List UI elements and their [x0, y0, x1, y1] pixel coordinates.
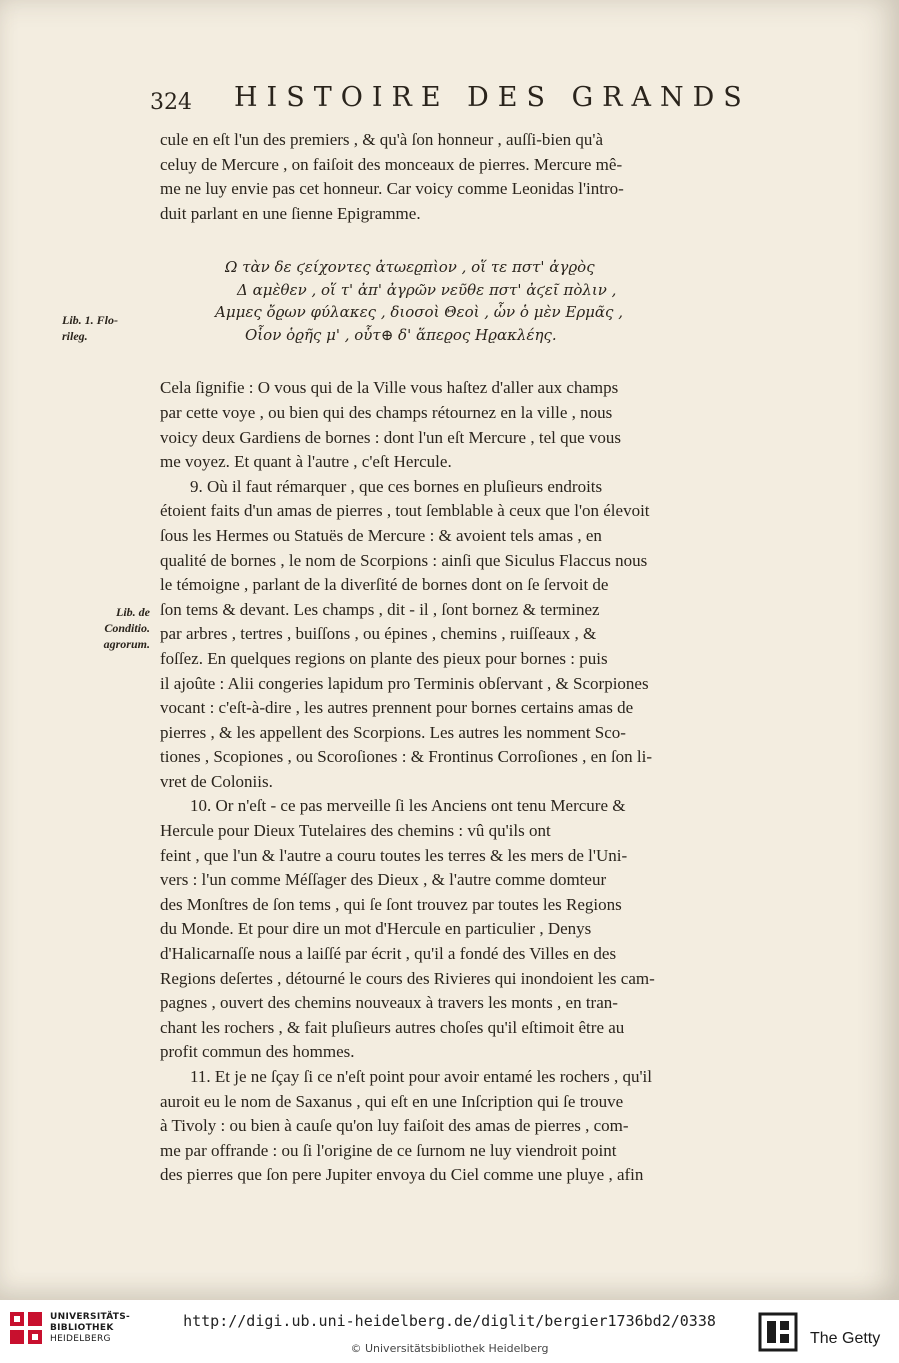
text-line: vocant : c'eſt-à-dire , les autres prennent pour bornes certains amas de [160, 698, 634, 718]
margin-note-line: Lib. de [116, 605, 150, 619]
library-city: HEIDELBERG [50, 1334, 111, 1344]
text-line: me ne luy envie pas cet honneur. Car voicy comme Leonidas l'intro- [160, 179, 624, 199]
text-line: vret de Coloniis. [160, 771, 273, 791]
text-line: qualité de bornes , le nom de Scorpions : ainſi que Siculus Flaccus nous [160, 550, 648, 570]
text-line: du Monde. Et pour dire un mot d'Hercule en particulier , Denys [160, 919, 592, 939]
text-line: celuy de Mercure , on faiſoit des monceaux de pierres. Mercure mê- [160, 154, 623, 174]
text-line: tiones , Scopiones , ou Scoroſiones : & Frontinus Corroſiones , en ſon li- [160, 747, 653, 767]
paragraph-11 [160, 1065, 850, 1188]
copyright-notice: © Universitätsbibliothek Heidelberg [350, 1342, 549, 1355]
greek-line: Αμμες ὄϱων φύλακες , διοσοὶ Θεοὶ , ὧν ὁ μὲν Ερμᾶς , [215, 303, 623, 321]
paragraph-translation [160, 376, 850, 474]
margin-note-line: rileg. [62, 329, 88, 343]
text-line: à Tivoly : ou bien à cauſe qu'on luy faiſoit des amas de pierres , com- [160, 1116, 629, 1136]
text-line: me voyez. Et quant à l'autre , c'eſt Hercule. [160, 452, 452, 472]
text-line: 9. Où il faut rémarquer , que ces bornes en pluſieurs endroits [190, 476, 603, 496]
getty-logo-icon [758, 1312, 798, 1352]
text-line: par arbres , tertres , buiſſons , ou épines , chemins , ruiſſeaux , & [160, 624, 597, 644]
text-line: 10. Or n'eſt - ce pas merveille ſi les Anciens ont tenu Mercure & [190, 796, 626, 816]
text-line: pierres , & les appellent des Scorpions. Les autres les nomment Sco- [160, 722, 626, 742]
greek-line: Ω τὰν δε ϛείχοντες ἀτωεϱπὶον , οἵ τε πστ' ἀγϱὸς [225, 258, 595, 276]
text-line: feint , que l'un & l'autre a couru toutes les terres & les mers de l'Uni- [160, 845, 628, 865]
text-line: ſon tems & devant. Les champs , dit - il , ſont bornez & terminez [160, 599, 600, 619]
text-line: me par offrande : ou ſi l'origine de ce ſurnom ne luy viendroit point [160, 1140, 617, 1160]
text-line: Hercule pour Dieux Tutelaires des chemins : vû qu'ils ont [160, 821, 551, 841]
margin-note-line: agrorum. [103, 637, 150, 651]
text-line: des Monſtres de ſon tems , qui ſe ſont trouvez par toutes les Regions [160, 894, 622, 914]
text-line: duit parlant en une ſienne Epigramme. [160, 203, 421, 223]
text-line: voicy deux Gardiens de bornes : dont l'un eſt Mercure , tel que vous [160, 427, 622, 447]
text-line: vers : l'un comme Méſſager des Dieux , & l'autre comme domteur [160, 870, 607, 890]
text-line: des pierres que ſon pere Jupiter envoya du Ciel comme une pluye , afin [160, 1165, 644, 1185]
margin-note-line: Lib. 1. Flo- [62, 313, 118, 327]
text-line: cule en eſt l'un des premiers , & qu'à ſon honneur , auſſi-bien qu'à [160, 130, 604, 149]
library-name-line: UNIVERSITÄTS- [50, 1312, 131, 1322]
epigram-spacer [160, 226, 850, 376]
greek-line: Δ αμὲθεν , οἵ τ' ἀπ' ἀγρῶν νεῦθε πστ' ἀϛεῖ πὸλιν , [237, 280, 617, 299]
text-line: Regions deſertes , détourné le cours des Rivieres qui inondoient les cam- [160, 968, 655, 988]
running-title: HISTOIRE DES GRANDS [234, 82, 751, 113]
text-line: chant les rochers , & fait pluſieurs autres choſes qu'il eſtimoit être au [160, 1017, 625, 1037]
page-header [150, 82, 770, 126]
paragraph-intro [160, 128, 850, 226]
paragraph-9 [160, 475, 850, 795]
paragraph-10 [160, 794, 850, 1065]
viewer-footer [0, 1300, 899, 1363]
margin-note-florilegium [62, 312, 118, 344]
body-text [160, 128, 850, 1188]
margin-note-line: Conditio. [104, 621, 150, 635]
text-line: auroit eu le nom de Saxanus , qui eſt en une Inſcription qui ſe trouve [160, 1091, 624, 1111]
text-line: ſous les Hermes ou Statuës de Mercure : & avoient tels amas , en [160, 525, 602, 545]
margin-note-conditio-agrorum [72, 604, 150, 652]
text-line: profit commun des hommes. [160, 1042, 355, 1062]
page-number: 324 [150, 90, 192, 115]
library-name-line: BIBLIOTHEK [50, 1323, 114, 1333]
text-line: Cela ſignifie : O vous qui de la Ville vous haſtez d'aller aux champs [160, 378, 619, 398]
partner-name: The Getty [810, 1330, 881, 1347]
greek-line: Οἷον ὁϱῆς μ' , οὗτ⊕ δ' ἅπεϱος Ηϱακλέης. [245, 325, 557, 344]
text-line: 11. Et je ne ſçay ſi ce n'eſt point pour avoir entamé les rochers , qu'il [190, 1067, 652, 1086]
text-line: pagnes , ouvert des chemins nouveaux à travers les monts , en tran- [160, 993, 618, 1013]
text-line: d'Halicarnaſſe nous a laiſſé par écrit , qu'il a fondé des Villes en des [160, 944, 617, 964]
text-line: foſſez. En quelques regions on plante des pieux pour bornes : puis [160, 648, 608, 668]
text-line: il ajoûte : Alii congeries lapidum pro Terminis obſervant , & Scorpiones [160, 673, 649, 693]
permalink-url[interactable]: http://digi.ub.uni-heidelberg.de/diglit/bergier1736bd2/0338 [183, 1312, 716, 1330]
text-line: étoient faits d'un amas de pierres , tout ſemblable à ceux que l'on élevoit [160, 501, 650, 521]
text-line: par cette voye , ou bien qui des champs rétournez en la ville , nous [160, 402, 613, 422]
text-line: le témoigne , parlant de la diverſité de bornes dont on ſe ſervoit de [160, 575, 609, 595]
